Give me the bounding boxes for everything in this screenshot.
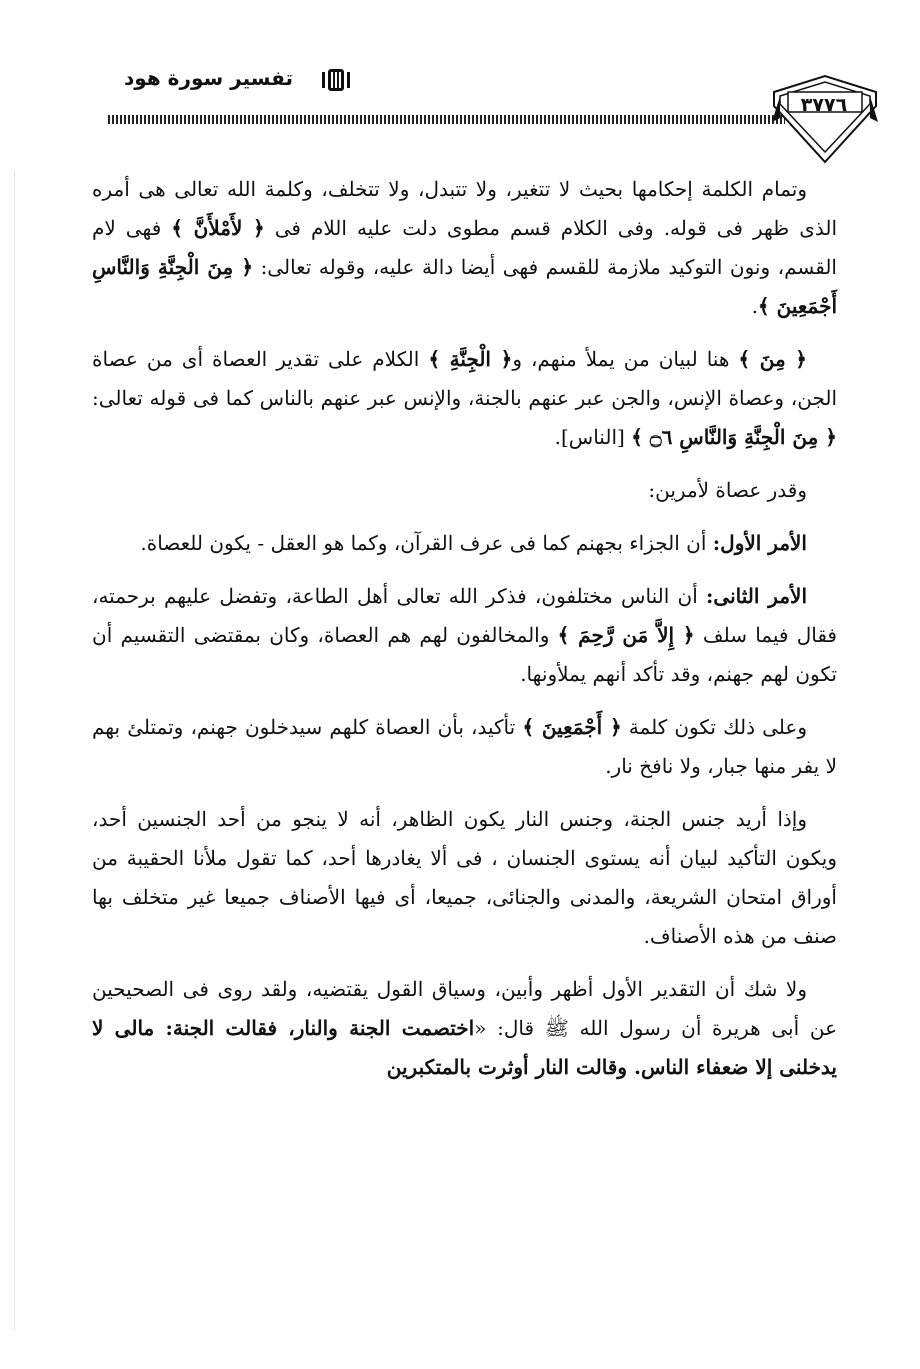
paragraph-8: ولا شك أن التقدير الأول أظهر وأبين، وسياق القول يقتضيه، ولقد روى فى الصحيحين عن أبى هريرة أن رسول الله ﷺ قال: «اختصمت الجنة والنار، فقالت الجنة: مالى لا يدخلنى إلا ضعفاء الناس. وقالت النار أوثرت بالمتكبرين: [92, 977, 838, 1079]
quran-quote: ﴿ لأَمْلأَنَّ ﴾: [171, 216, 265, 240]
quran-quote: ﴿ مِنَ الْجِنَّةِ وَالنَّاسِ أَجْمَعِينَ ﴾: [92, 255, 837, 318]
header-rule: [108, 115, 785, 124]
page-number-badge: [770, 72, 880, 164]
running-title: تفسير سورة هود: [124, 66, 293, 90]
item-heading: الأمر الأول:: [712, 531, 807, 555]
page-header: [0, 0, 920, 170]
book-ornament-icon: [320, 66, 352, 94]
paragraph-3: وقدر عصاة لأمرين:: [648, 478, 807, 502]
quran-quote: ﴿ الْجِنَّةِ ﴾: [428, 347, 513, 371]
quran-quote: ﴿ مِنَ الْجِنَّةِ وَالنَّاسِ ۝٦ ﴾: [631, 425, 837, 449]
quran-quote: ﴿ مِنَ ﴾: [738, 347, 807, 371]
hadith-quote: اختصمت الجنة والنار، فقالت الجنة: مالى لا يدخلنى إلا ضعفاء الناس. وقالت النار أوثرت بالمتكبرين: [92, 1016, 837, 1079]
paragraph-1: وتمام الكلمة إحكامها بحيث لا تتغير، ولا تتبدل، ولا تتخلف، وكلمة الله تعالى هى أمره الذى ظهر فى قوله. وفى الكلام قسم مطوى دلت عليه اللام فى ﴿ لأَمْلأَنَّ ﴾ فهى لام القسم، ونون التوكيد ملازمة للقسم فهى أيضا دالة عليه، وقوله تعالى: ﴿ مِنَ الْجِنَّةِ وَالنَّاسِ أَجْمَعِينَ ﴾.: [92, 177, 837, 318]
quran-quote: ﴿ إِلاَّ مَن رَّحِمَ ﴾: [557, 623, 695, 647]
paragraph-2: ﴿ مِنَ ﴾ هنا لبيان من يملأ منهم، و﴿ الْجِنَّةِ ﴾ الكلام على تقدير العصاة أى من عصاة الجن، وعصاة الإنس، والجن عبر عنهم بالجنة، والإنس عبر عنهم بالناس كما فى قوله تعالى: ﴿ مِنَ الْجِنَّةِ وَالنَّاسِ ۝٦ ﴾ [الناس].: [92, 347, 838, 449]
paragraph-4: الأمر الأول: أن الجزاء بجهنم كما فى عرف القرآن، وكما هو العقل - يكون للعصاة.: [140, 531, 807, 555]
item-heading: الأمر الثانى:: [706, 584, 808, 608]
margin-crease: [14, 170, 15, 1330]
paragraph-6: وعلى ذلك تكون كلمة ﴿ أَجْمَعِينَ ﴾ تأكيد، بأن العصاة كلهم سيدخلون جهنم، وتمتلئ بهم لا يفر منها جبار، ولا نافخ نار.: [92, 715, 837, 778]
quran-quote: ﴿ أَجْمَعِينَ ﴾: [522, 715, 622, 739]
paragraph-5: الأمر الثانى: أن الناس مختلفون، فذكر الله تعالى أهل الطاعة، وتفضل عليهم برحمته، فقال فيما سلف ﴿ إِلاَّ مَن رَّحِمَ ﴾ والمخالفون لهم هم العصاة، وكان بمقتضى التقسيم أن تكون لهم جهنم، وقد تأكد أنهم يملأونها.: [92, 584, 837, 686]
page-number: ٣٧٧٦: [800, 94, 848, 116]
paragraph-7: وإذا أريد جنس الجنة، وجنس النار يكون الظاهر، أنه لا ينجو من أحد الجنسين أحد، ويكون التأكيد لبيان أنه يستوى الجنسان ، فى ألا يغادرها أحد، كما تقول ملأنا الحقيبة من أوراق امتحان الشريعة، والمدنى والجنائى، جميعا، أى فيها الأصناف جميعا غير متخلف بها صنف من هذه الأصناف.: [92, 807, 837, 948]
body-text: [92, 170, 837, 1101]
